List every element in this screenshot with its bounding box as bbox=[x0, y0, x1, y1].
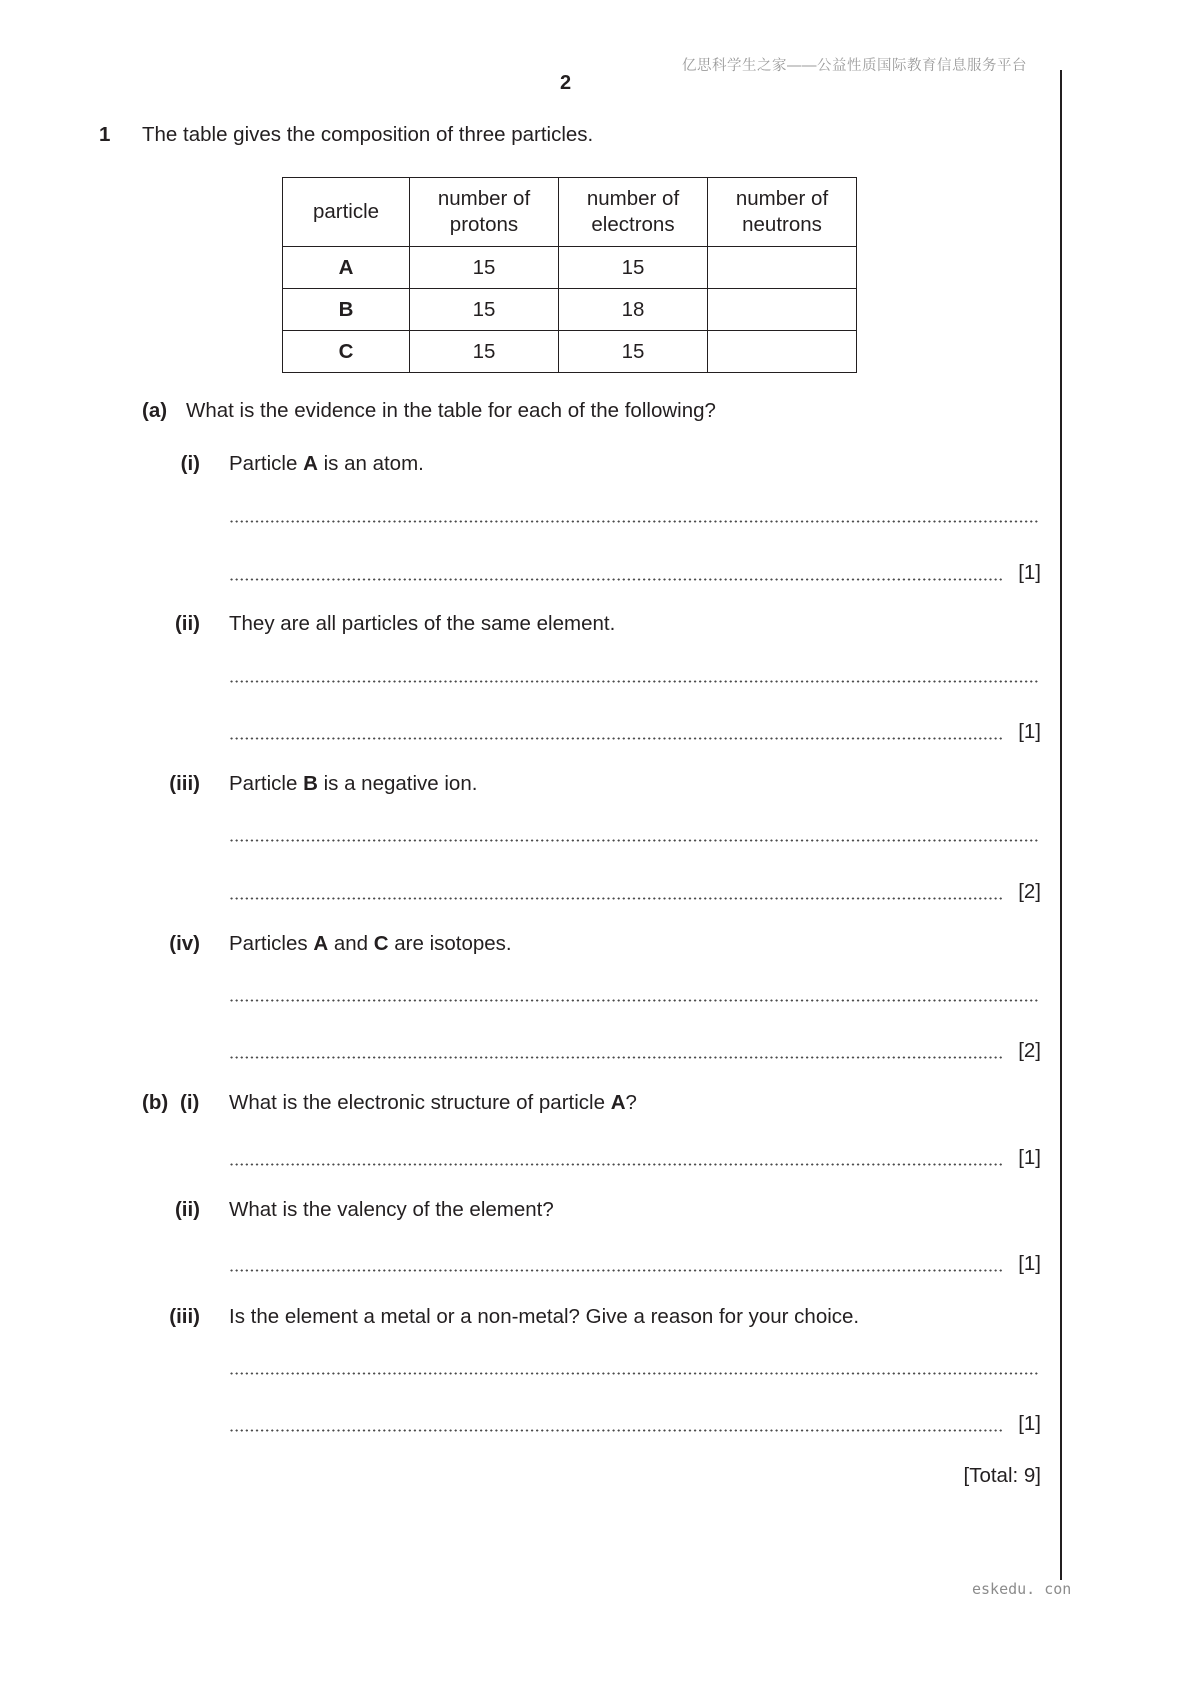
answer-line[interactable] bbox=[229, 737, 1002, 740]
header-electrons: number of electrons bbox=[559, 178, 708, 247]
subpart-label: (i) bbox=[180, 452, 200, 475]
answer-line[interactable] bbox=[229, 520, 1040, 523]
cell-particle: C bbox=[283, 331, 410, 373]
subpart-question: Particle A is an atom. bbox=[229, 452, 424, 475]
mark-allocation: [1] bbox=[1018, 1252, 1041, 1275]
watermark-bottom: eskedu. con bbox=[972, 1580, 1072, 1598]
cell-electrons: 18 bbox=[559, 289, 708, 331]
answer-line[interactable] bbox=[229, 1372, 1040, 1375]
table-row bbox=[283, 331, 857, 373]
cell-particle: A bbox=[283, 247, 410, 289]
cell-particle: B bbox=[283, 289, 410, 331]
answer-line[interactable] bbox=[229, 578, 1002, 581]
mark-allocation: [2] bbox=[1018, 880, 1041, 903]
subpart-label: (iii) bbox=[169, 1305, 200, 1328]
question-number: 1 bbox=[99, 123, 111, 146]
watermark-top: 亿思科学生之家——公益性质国际教育信息服务平台 bbox=[682, 58, 1027, 74]
subpart-question: Is the element a metal or a non-metal? Give a reason for your choice. bbox=[229, 1305, 860, 1328]
cell-neutrons-input[interactable] bbox=[708, 247, 857, 289]
cell-electrons: 15 bbox=[559, 331, 708, 373]
answer-line[interactable] bbox=[229, 1056, 1002, 1059]
margin-rule bbox=[1060, 70, 1062, 1580]
subpart-question: What is the valency of the element? bbox=[229, 1198, 554, 1221]
subpart-label: (iv) bbox=[169, 932, 200, 955]
mark-allocation: [1] bbox=[1018, 561, 1041, 584]
answer-line[interactable] bbox=[229, 999, 1040, 1002]
mark-allocation: [1] bbox=[1018, 1412, 1041, 1435]
subpart-question: Particles A and C are isotopes. bbox=[229, 932, 512, 955]
part-a-prompt: What is the evidence in the table for each of the following? bbox=[186, 399, 716, 422]
header-neutrons: number of neutrons bbox=[708, 178, 857, 247]
cell-electrons: 15 bbox=[559, 247, 708, 289]
page-number: 2 bbox=[560, 72, 572, 94]
cell-neutrons-input[interactable] bbox=[708, 331, 857, 373]
header-protons: number of protons bbox=[410, 178, 559, 247]
subpart-label: (ii) bbox=[174, 1198, 200, 1221]
cell-neutrons-input[interactable] bbox=[708, 289, 857, 331]
mark-allocation: [2] bbox=[1018, 1039, 1041, 1062]
answer-line[interactable] bbox=[229, 1163, 1002, 1166]
cell-protons: 15 bbox=[410, 331, 559, 373]
table-row bbox=[283, 289, 857, 331]
answer-line[interactable] bbox=[229, 1269, 1002, 1272]
subpart-label: (iii) bbox=[169, 772, 200, 795]
table-header-row bbox=[283, 178, 857, 247]
part-a-label: (a) bbox=[142, 399, 168, 422]
subpart-label: (ii) bbox=[174, 612, 200, 635]
mark-allocation: [1] bbox=[1018, 720, 1041, 743]
answer-line[interactable] bbox=[229, 680, 1040, 683]
subpart-question: They are all particles of the same element. bbox=[229, 612, 616, 635]
subpart-question: Particle B is a negative ion. bbox=[229, 772, 478, 795]
table-row bbox=[283, 247, 857, 289]
subpart-question: What is the electronic structure of particle A? bbox=[229, 1091, 637, 1114]
mark-allocation: [1] bbox=[1018, 1146, 1041, 1169]
composition-table bbox=[282, 177, 857, 373]
part-b-label: (b) bbox=[142, 1091, 169, 1114]
answer-line[interactable] bbox=[229, 897, 1002, 900]
answer-line[interactable] bbox=[229, 839, 1040, 842]
question-intro: The table gives the composition of three particles. bbox=[142, 123, 594, 146]
total-marks: [Total: 9] bbox=[963, 1464, 1041, 1487]
subpart-label: (i) bbox=[180, 1091, 200, 1114]
cell-protons: 15 bbox=[410, 247, 559, 289]
header-particle: particle bbox=[283, 178, 410, 247]
answer-line[interactable] bbox=[229, 1429, 1002, 1432]
cell-protons: 15 bbox=[410, 289, 559, 331]
